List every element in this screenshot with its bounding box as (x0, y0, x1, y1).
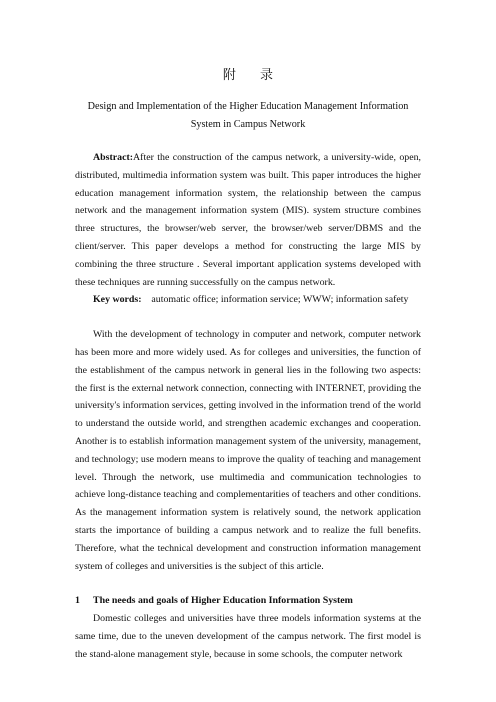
keywords-text: automatic office; information service; WWW; information safety (151, 294, 409, 306)
section-1-heading (75, 592, 421, 610)
keywords-label: Key words: (93, 294, 142, 306)
appendix-heading: 附 录 (222, 68, 284, 83)
abstract-text: After the construction of the campus network, a university-wide, open, distributed, multimedia information system was built. This paper introduces the higher education management information system, the relationship between the campus network and the management information system (MIS). system structure combines three structures, the browser/web server, the browser/web server/DBMS and the client/server. This paper develops a method for constructing the large MIS by combining the three structure . Several important application systems developed with these techniques are running successfully on the campus network. (75, 152, 421, 288)
spacer (75, 309, 421, 326)
paper-title (0, 98, 496, 134)
abstract-label: Abstract: (93, 152, 134, 163)
paper-title-line-2: System in Campus Network (190, 119, 306, 130)
intro-paragraph: With the development of technology in computer and network, computer network has been more and more widely used. As for colleges and universities, the function of the establishment of the campus network in general lies in the following two aspects: the first is the external network connection, connecting with INTERNET, providing the university's information services, getting involved in the information trend of the world to understand the outside world, and strengthen academic exchanges and cooperation. Another is to establish information management system of the university, management, and technology; use modern means to improve the quality of teaching and management level. Through the network, use multimedia and communication technologies to achieve long-distance teaching and complementarities of teachers and other conditions. As the management information system is relatively sound, the network application starts the importance of building a campus network and to realize the full benefits. Therefore, what the technical development and construction information management system of colleges and universities is the subject of this article. (75, 329, 421, 572)
section-1-number: 1 (75, 595, 80, 607)
section-1-title: The needs and goals of Higher Education Information System (93, 595, 353, 607)
document-body (75, 149, 421, 664)
paper-title-line-1: Design and Implementation of the Higher Education Management Information (87, 101, 409, 112)
section-1-paragraph: Domestic colleges and universities have three models information systems at the same time, due to the uneven development of the campus network. The first model is the stand-alone management style, because in some schools, the computer network (75, 613, 421, 660)
spacer (75, 575, 421, 592)
abstract-paragraph (75, 149, 421, 291)
keywords-paragraph (75, 291, 421, 309)
